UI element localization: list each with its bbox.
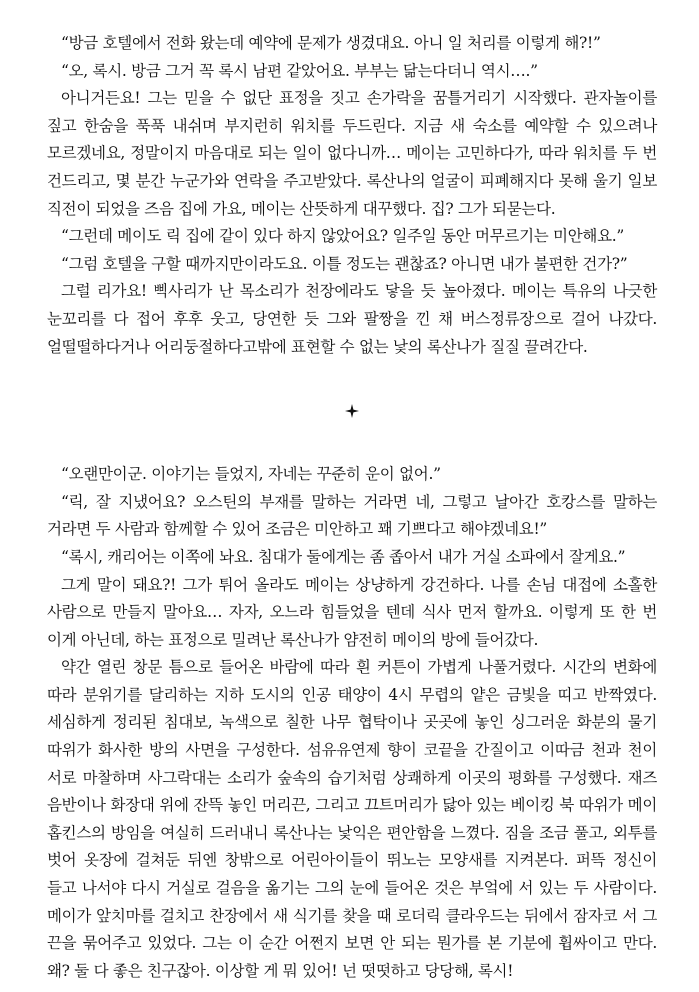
document-page (47, 30, 657, 985)
section-one (47, 30, 657, 361)
section-break (47, 361, 657, 461)
paragraph: “오랜만이군. 이야기는 들었지, 자네는 꾸준히 운이 없어.” (61, 465, 441, 484)
paragraph: 그게 말이 돼요?! 그가 튀어 올라도 메이는 상냥하게 강건하다. 나를 손님 대접에 소홀한 사람으로 만들지 말아요… 자자, 오느라 힘들었을 텐데 식사 먼저 할까요. 이렇게 또 한 번 이게 아닌데, 하는 표정으로 밀려난 록산나가 얌전히 메이의 방에 들어갔다. (47, 575, 657, 649)
paragraph: 그럴 리가요! 삑사리가 난 목소리가 천장에라도 닿을 듯 높아졌다. 메이는 특유의 나긋한 눈꼬리를 다 접어 후후 웃고, 당연한 듯 그와 팔짱을 낀 채 버스정류장으로 걸어 나갔다. 얼떨떨하다거나 어리둥절하다고밖에 표현할 수 없는 낯의 록산나가 질질 끌려간다. (47, 282, 657, 356)
paragraph: “방금 호텔에서 전화 왔는데 예약에 문제가 생겼대요. 아니 일 처리를 이렇게 해?!” (61, 34, 601, 52)
section-two (47, 461, 657, 985)
paragraph: “그럼 호텔을 구할 때까지만이라도요. 이틀 정도는 괜찮죠? 아니면 내가 불편한 건가?” (61, 254, 628, 273)
paragraph: “오, 록시. 방금 그거 꼭 록시 남편 같았어요. 부부는 닮는다더니 역시….” (61, 61, 538, 80)
paragraph: 약간 열린 창문 틈으로 들어온 바람에 따라 흰 커튼이 가볍게 나풀거렸다. 시간의 변화에 따라 분위기를 달리하는 지하 도시의 인공 태양이 4시 무렵의 얕은 금빛을 띠고 반짝였다. 세심하게 정리된 침대보, 녹색으로 칠한 나무 협탁이나 곳곳에 놓인 싱그러운 화분의 물기 따위가 화사한 방의 사면을 구성한다. 섬유유연제 향이 코끝을 간질이고 이따금 천과 천이 서로 마찰하며 사그락대는 소리가 숲속의 습기처럼 상쾌하게 이곳의 평화를 구성했다. 재즈 음반이나 화장대 위에 잔뜩 놓인 머리끈, 그리고 끄트머리가 닳아 있는 베이킹 북 따위가 메이 홉킨스의 방임을 여실히 드러내니 록산나는 낯익은 편안함을 느꼈다. 짐을 조금 풀고, 외투를 벗어 옷장에 걸쳐둔 뒤엔 창밖으로 어린아이들이 뛰노는 모양새를 지켜본다. 퍼뜩 정신이 들고 나서야 다시 거실로 걸음을 옮기는 그의 눈에 들어온 것은 부엌에 서 있는 두 사람이다. 메이가 앞치마를 걸치고 찬장에서 새 식기를 찾을 때 로더릭 클라우드는 뒤에서 잠자코 서 그 끈을 묶어주고 있었다. 그는 이 순간 어쩐지 보면 안 되는 뭔가를 본 기분에 휩싸이고 만다. 왜? 둘 다 좋은 친구잖아. 이상할 게 뭐 있어! 넌 떳떳하고 당당해, 록시! (47, 658, 657, 980)
paragraph: “릭, 잘 지냈어요? 오스틴의 부재를 말하는 거라면 네, 그렇고 날아간 호캉스를 말하는 거라면 두 사람과 함께할 수 있어 조금은 미안하고 꽤 기쁘다고 해야겠네요!” (47, 492, 657, 539)
paragraph: 아니거든요! 그는 믿을 수 없단 표정을 짓고 손가락을 꿈틀거리기 시작했다. 관자놀이를 짚고 한숨을 푹푹 내쉬며 부지런히 워치를 두드린다. 지금 새 숙소를 예약할 수 있으려나 모르겠네요, 정말이지 마음대로 되는 일이 없다니까… 메이는 고민하다가, 따라 워치를 두 번 건드리고, 몇 분간 누군가와 연락을 주고받았다. 록산나의 얼굴이 피폐해지다 못해 울기 일보 직전이 되었을 즈음 집에 가요, 메이는 산뜻하게 대꾸했다. 집? 그가 되묻는다. (47, 89, 657, 218)
paragraph: “록시, 캐리어는 이쪽에 놔요. 침대가 둘에게는 좀 좁아서 내가 거실 소파에서 잘게요.” (61, 547, 626, 566)
four-pointed-star-icon (345, 404, 359, 418)
paragraph: “그런데 메이도 릭 집에 같이 있다 하지 않았어요? 일주일 동안 머무르기는 미안해요.” (61, 227, 624, 246)
